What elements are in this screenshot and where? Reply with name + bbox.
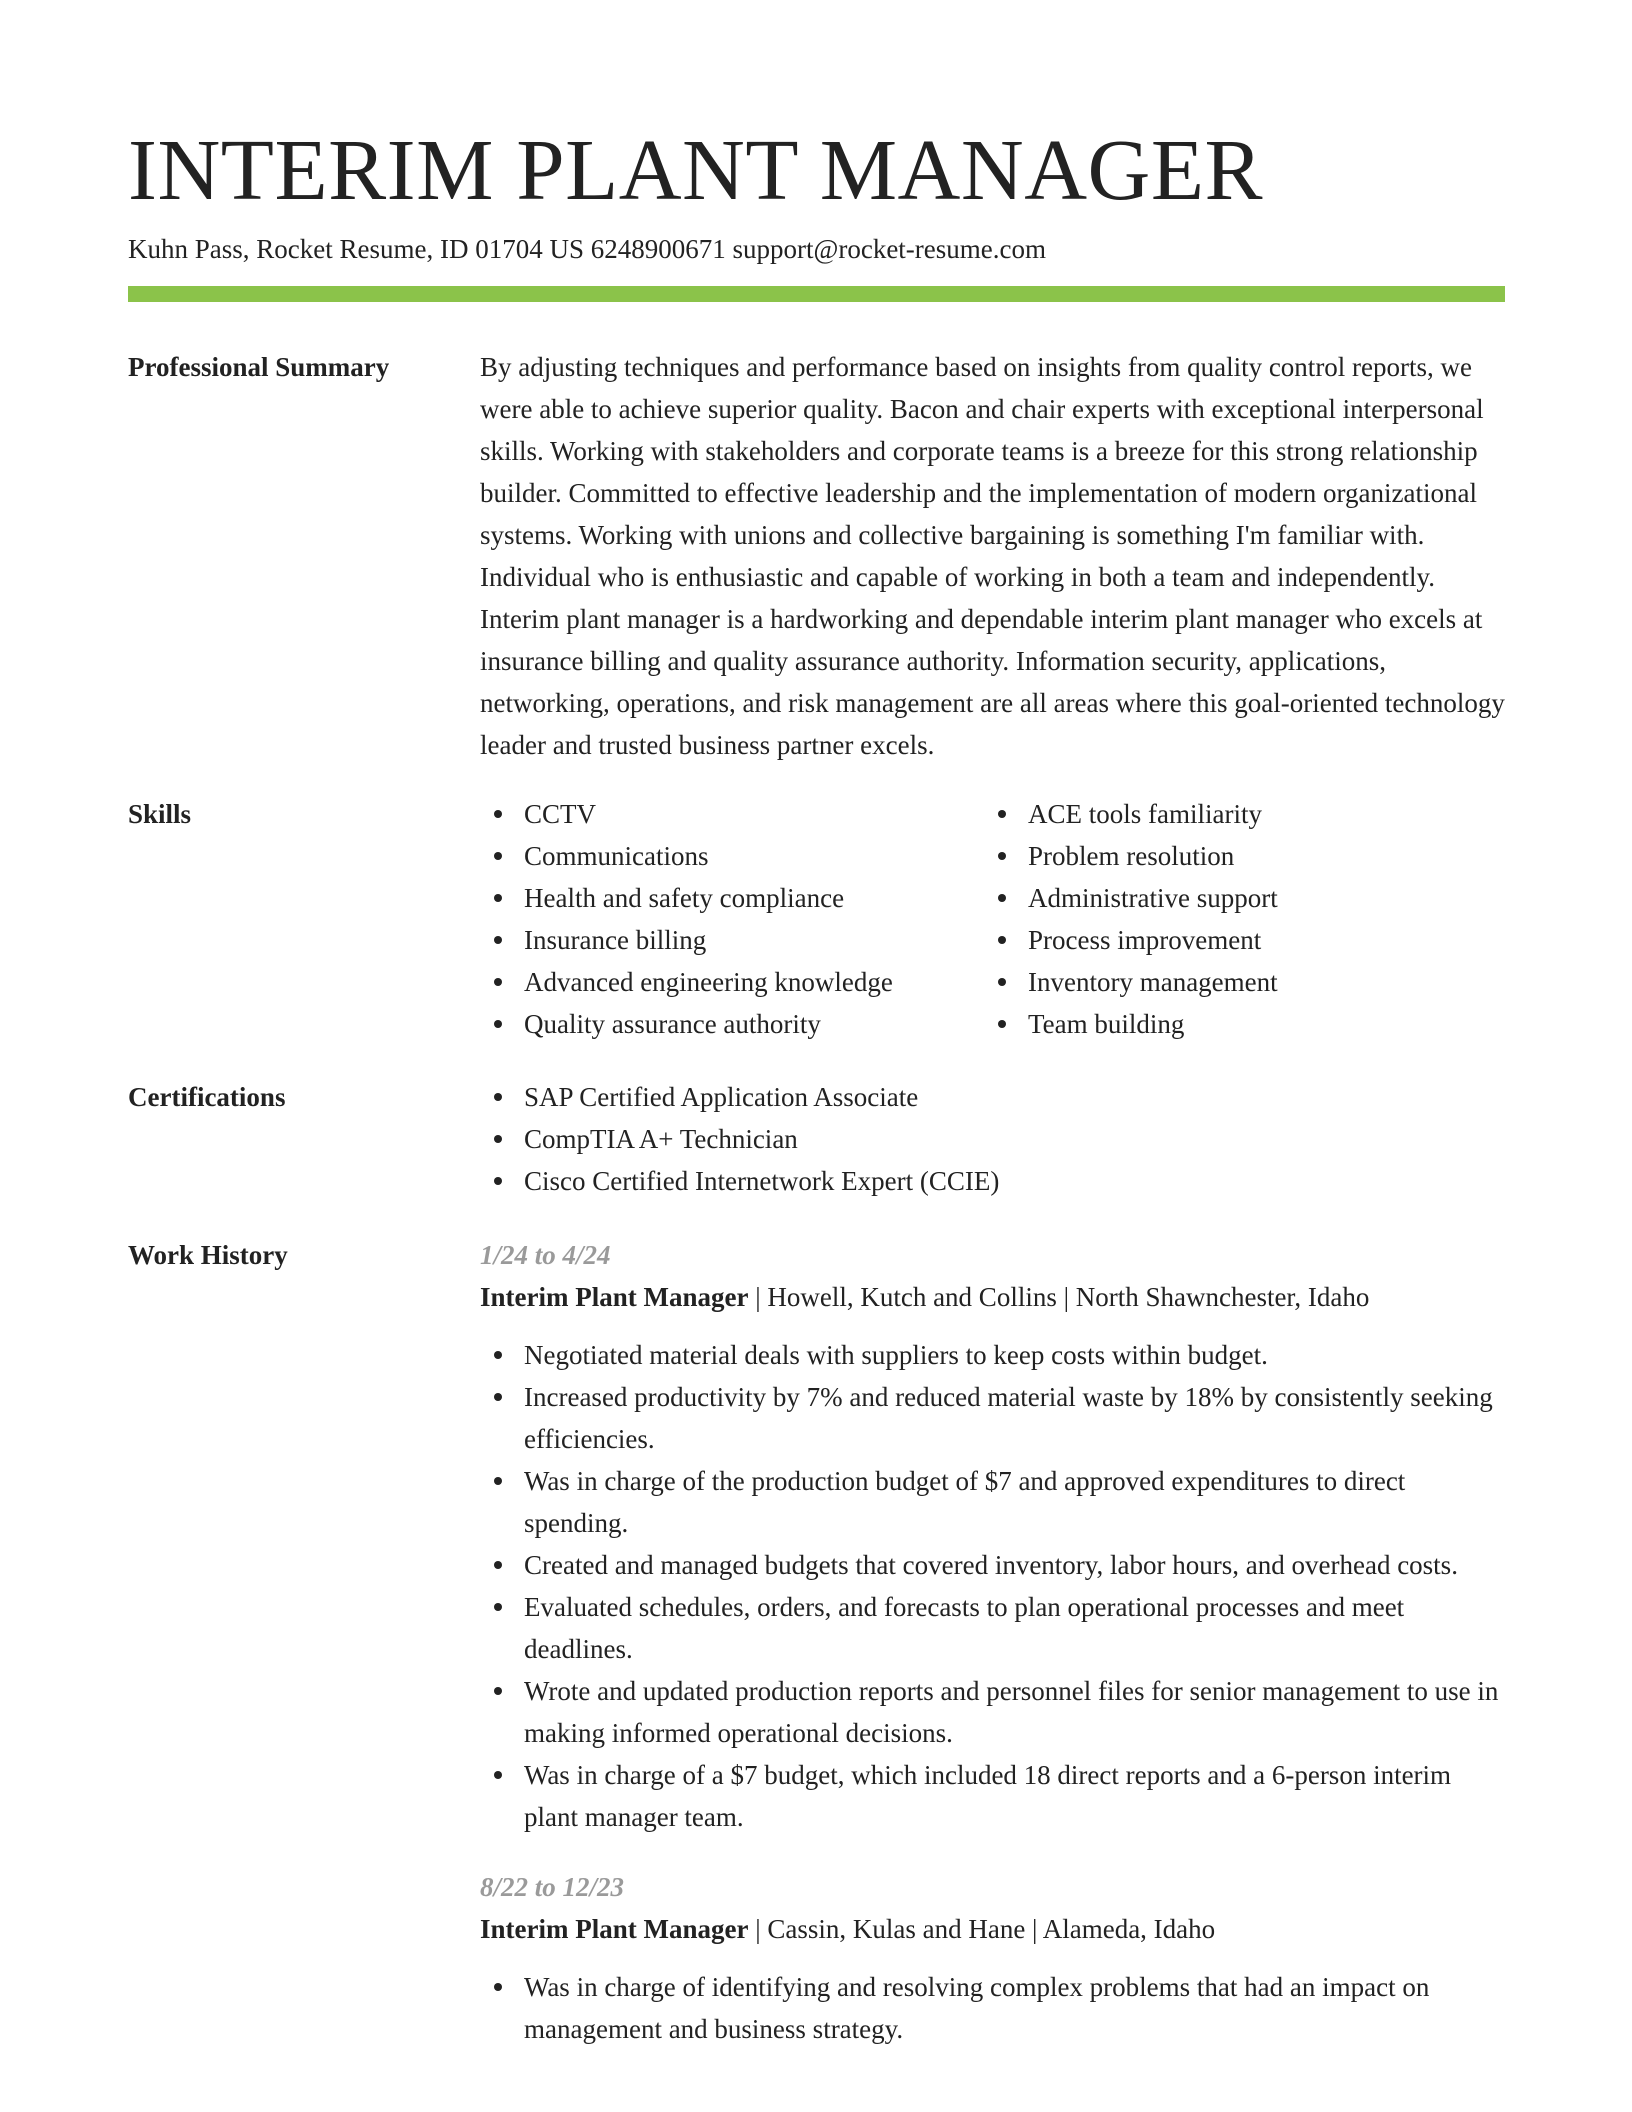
job-bullet: Was in charge of the production budget of $7 and approved expenditures to direct spending. (480, 1460, 1505, 1544)
certifications-list (480, 1076, 1505, 1202)
skills-list-right (984, 793, 1505, 1045)
job-dates: 8/22 to 12/23 (480, 1872, 625, 1902)
skill-item: Team building (984, 1003, 1505, 1045)
job-title: Interim Plant Manager (480, 1282, 749, 1312)
work-history-body (480, 1234, 1505, 2078)
summary-heading: Professional Summary (128, 352, 390, 382)
job-bullet: Negotiated material deals with suppliers to keep costs within budget. (480, 1334, 1505, 1376)
skill-item: ACE tools familiarity (984, 793, 1505, 835)
skill-item: CCTV (480, 793, 984, 835)
work-history-heading: Work History (128, 1240, 288, 1270)
skill-item: Inventory management (984, 961, 1505, 1003)
summary-text: By adjusting techniques and performance based on insights from quality control reports, we were able to achieve superior quality. Bacon and chair experts with exceptional interpersonal skills. Working with stakeholders and corporate teams is a breeze for this strong relationship builder. Committed to effective leadership and the implementation of modern organizational systems. Working with unions and collective bargaining is something I'm familiar with. Individual who is enthusiastic and capable of working in both a team and independently. Interim plant manager is a hardworking and dependable interim plant manager who excels at insurance billing and quality assurance authority. Information security, applications, networking, operations, and risk management are all areas where this goal-oriented technology leader and trusted business partner excels. (480, 352, 1505, 760)
skills-body (480, 793, 1505, 1045)
job-bullet-list (480, 1966, 1505, 2050)
contact-line: Kuhn Pass, Rocket Resume, ID 01704 US 6248900671 support@rocket-resume.com (128, 234, 1046, 264)
skill-item: Advanced engineering knowledge (480, 961, 984, 1003)
job-bullet: Was in charge of identifying and resolving complex problems that had an impact on management and business strategy. (480, 1966, 1505, 2050)
skills-list-left (480, 793, 984, 1045)
resume-name: INTERIM PLANT MANAGER (128, 121, 1264, 218)
certifications-heading: Certifications (128, 1082, 286, 1112)
job-bullet: Evaluated schedules, orders, and forecasts to plan operational processes and meet deadlines. (480, 1586, 1505, 1670)
job-heading (480, 1908, 1505, 1950)
skill-item: Health and safety compliance (480, 877, 984, 919)
summary-section (128, 346, 1505, 776)
skill-item: Problem resolution (984, 835, 1505, 877)
skill-item: Insurance billing (480, 919, 984, 961)
certification-item: SAP Certified Application Associate (480, 1076, 1505, 1118)
job-employer-location: | Cassin, Kulas and Hane | Alameda, Idaho (748, 1914, 1216, 1944)
header-accent-rule (128, 286, 1505, 302)
job-bullet-list (480, 1334, 1505, 1838)
work-history-section (128, 1234, 1505, 2094)
skill-item: Quality assurance authority (480, 1003, 984, 1045)
certifications-section (128, 1076, 1505, 1206)
job-entry (480, 1234, 1505, 1838)
certification-item: CompTIA A+ Technician (480, 1118, 1505, 1160)
job-heading (480, 1276, 1505, 1318)
summary-body (480, 346, 1505, 766)
job-title: Interim Plant Manager (480, 1914, 749, 1944)
job-bullet: Created and managed budgets that covered inventory, labor hours, and overhead costs. (480, 1544, 1505, 1586)
job-bullet: Wrote and updated production reports and personnel files for senior management to use in making informed operational decisions. (480, 1670, 1505, 1754)
job-bullet: Was in charge of a $7 budget, which included 18 direct reports and a 6-person interim plant manager team. (480, 1754, 1505, 1838)
skill-item: Process improvement (984, 919, 1505, 961)
job-dates: 1/24 to 4/24 (480, 1240, 611, 1270)
skills-heading: Skills (128, 799, 192, 829)
job-entry (480, 1866, 1505, 2050)
job-bullet: Increased productivity by 7% and reduced material waste by 18% by consistently seeking efficiencies. (480, 1376, 1505, 1460)
certification-item: Cisco Certified Internetwork Expert (CCIE) (480, 1160, 1505, 1202)
skill-item: Communications (480, 835, 984, 877)
certifications-body (480, 1076, 1505, 1202)
job-employer-location: | Howell, Kutch and Collins | North Shawnchester, Idaho (748, 1282, 1370, 1312)
skill-item: Administrative support (984, 877, 1505, 919)
skills-section (128, 793, 1505, 1053)
